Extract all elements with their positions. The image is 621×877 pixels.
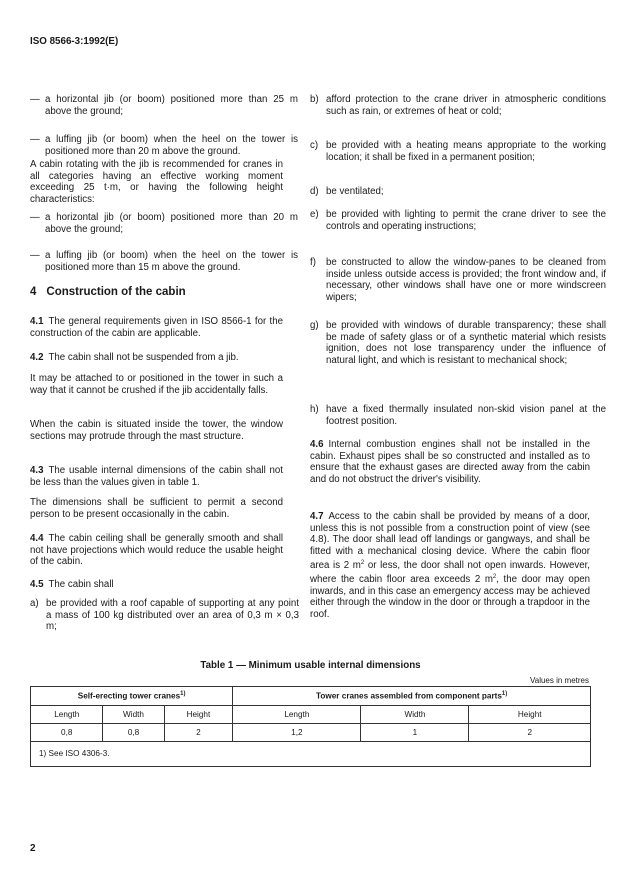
table-cell: 0,8 [31, 724, 103, 742]
column-header: Length [233, 706, 361, 724]
table-row [31, 687, 591, 706]
table-row [31, 742, 591, 767]
column-header: Width [103, 706, 164, 724]
table-row [31, 706, 591, 724]
clause-4-2: 4.2 The cabin shall not be suspended from a jib. [30, 352, 239, 363]
table-cell: 2 [469, 724, 591, 742]
table-footnote: 1) See ISO 4306-3. [31, 742, 591, 767]
list-item: — a horizontal jib (or boom) positioned more than 25 m above the ground; [30, 94, 298, 117]
clause-4-4: 4.4 The cabin ceiling shall be generally smooth and shall not have projections which would reduce the usable height of the cabin. [30, 533, 283, 568]
table-cell: 1,2 [233, 724, 361, 742]
list-item: h) have a fixed thermally insulated non-skid vision panel at the footrest position. [310, 404, 606, 427]
column-header: Height [469, 706, 591, 724]
column-header: Height [164, 706, 233, 724]
list-item: d) be ventilated; [310, 186, 384, 197]
page-number: 2 [30, 843, 36, 854]
paragraph: When the cabin is situated inside the tower, the window sections may protrude through the mast structure. [30, 419, 283, 442]
list-item: a) be provided with a roof capable of supporting at any point a mass of 100 kg distributed over an area of 0,3 m × 0,3 m; [30, 598, 299, 633]
list-item: — a horizontal jib (or boom) positioned more than 20 m above the ground; [30, 212, 298, 235]
column-header: Length [31, 706, 103, 724]
table-cell: 2 [164, 724, 233, 742]
table-caption: Table 1 — Minimum usable internal dimensions [200, 660, 421, 671]
paragraph: A cabin rotating with the jib is recommended for cranes in all categories having an effective working moment exceeding 25 t·m, or having the following height characteristics: [30, 159, 283, 206]
list-item: f) be constructed to allow the window-panes to be cleaned from inside unless outside access is provided; the front window and, if necessary, other windows shall have one or more windscreen wipers; [310, 257, 606, 304]
clause-4-7: 4.7 Access to the cabin shall be provided by means of a door, unless this is not possible from a construction point of view (see 4.8). The door shall lead off landings or gangways, and shall be fitted with a mechanical closing device. Where the cabin floor area is 2 $m^2$ or less, the door shall not open inwards. However, where the cabin floor area exceeds 2 $m^2$, the door may open inwards, and in this case an emergency access may be achieved either through the window in the door or through a trapdoor in the roof. [310, 511, 591, 621]
clause-4-3: 4.3 The usable internal dimensions of the cabin shall not be less than the values given in table 1. [30, 465, 283, 488]
section-heading: 4 Construction of the cabin [30, 286, 186, 298]
paragraph: It may be attached to or positioned in the tower in such a way that it cannot be crushed if the jib accidentally falls. [30, 373, 283, 396]
paragraph: The dimensions shall be sufficient to permit a second person to be present occasionally in the cabin. [30, 497, 283, 520]
list-item: c) be provided with a heating means appropriate to the working location; it shall be fixed in a permanent position; [310, 140, 606, 163]
list-item: e) be provided with lighting to permit the crane driver to see the controls and operating instructions; [310, 209, 606, 232]
document-header: ISO 8566-3:1992(E) [30, 36, 119, 47]
group-header: Self-erecting tower cranes$^{1)}$ [31, 687, 233, 706]
group-header: Tower cranes assembled from component parts$^{1)}$ [233, 687, 591, 706]
list-item: — a luffing jib (or boom) when the heel on the tower is positioned more than 20 m above the ground. [30, 134, 298, 157]
table-cell: 1 [361, 724, 469, 742]
table-cell: 0,8 [103, 724, 164, 742]
dimensions-table [30, 686, 591, 767]
clause-4-5: 4.5 The cabin shall [30, 579, 114, 590]
clause-4-1: 4.1 The general requirements given in ISO 8566-1 for the construction of the cabin are applicable. [30, 316, 283, 339]
table-units: Values in metres [530, 676, 589, 685]
column-header: Width [361, 706, 469, 724]
table-row [31, 724, 591, 742]
list-item: g) be provided with windows of durable transparency; these shall be made of safety glass or of a synthetic material which resists ignition, does not lose transparency under the influence of natural light, and which is resistant to mechanical shock; [310, 320, 606, 367]
list-item: b) afford protection to the crane driver in atmospheric conditions such as rain, or extremes of heat or cold; [310, 94, 606, 117]
clause-4-6: 4.6 Internal combustion engines shall not be installed in the cabin. Exhaust pipes shall be so constructed and installed as to ensure that the exhaust gases are directed away from the cabin and do not obstruct the driver's visibility. [310, 439, 590, 486]
list-item: — a luffing jib (or boom) when the heel on the tower is positioned more than 15 m above the ground. [30, 250, 298, 273]
